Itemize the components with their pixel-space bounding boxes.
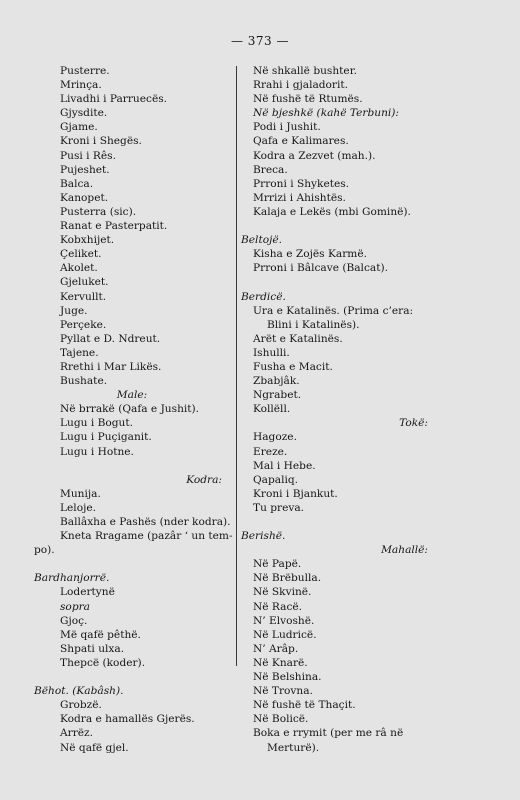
text-line: Berishë.	[241, 530, 286, 543]
text-line: Në Papë.	[253, 558, 302, 571]
text-line: Në Brëbulla.	[253, 572, 322, 585]
text-line: Munija.	[60, 487, 101, 500]
text-line: Bëhot. (Kabâsh).	[34, 685, 124, 698]
text-line: Në Skvinë.	[253, 586, 312, 599]
text-line: Mahallë:	[381, 544, 428, 557]
text-line: Kervullt.	[60, 290, 107, 303]
text-line: Podi i Jushit.	[253, 121, 321, 134]
text-line: Boka e rrymit (per me râ në	[253, 727, 404, 740]
text-line: Arrëz.	[60, 727, 93, 740]
text-line: Në shkallë bushter.	[253, 65, 357, 77]
text-line: Lodertynë	[60, 586, 115, 599]
text-line: Kodra e hamallës Gjerës.	[60, 713, 195, 726]
text-line: Në Racë.	[253, 600, 303, 613]
text-line: Pyllat e D. Ndreut.	[60, 332, 161, 345]
text-line: Në brrakë (Qafa e Jushit).	[60, 403, 200, 416]
text-line: Në Knarë.	[253, 656, 308, 669]
blank-line	[241, 275, 436, 289]
text-line: Kalaja e Lekës (mbi Gominë).	[253, 205, 411, 218]
text-line: Arët e Katalinës.	[253, 332, 343, 345]
text-line: Ishulli.	[253, 346, 290, 359]
text-line: Çeliket.	[60, 248, 102, 261]
text-line: Shpati ulxa.	[60, 642, 125, 655]
text-line: Lugu i Puçiganit.	[60, 431, 152, 444]
text-line: Berdicë.	[241, 290, 286, 303]
page-number: — 373 —	[230, 34, 290, 48]
text-line: Në fushë të Rtumës.	[253, 93, 363, 106]
text-line: Lugu i Hotne.	[60, 445, 134, 458]
text-line: Ballâxha e Pashës (nder kodra).	[60, 516, 231, 528]
text-line: sopra	[60, 600, 90, 613]
text-line: Grobzë.	[60, 699, 102, 712]
text-line: Ranat e Pasterpatit.	[60, 220, 168, 233]
text-line: Pusterra (sic).	[60, 205, 137, 218]
text-line: Zbabjâk.	[253, 375, 300, 388]
column-divider	[236, 66, 237, 666]
text-line: Në fushë të Thaçit.	[253, 699, 356, 712]
text-line: Më qafë pêthë.	[60, 628, 141, 641]
text-line: Lugu i Bogut.	[60, 417, 133, 430]
text-line: Thepcë (koder).	[60, 656, 146, 669]
text-line: Kneta Rragame (pazâr ‘ un tem-	[60, 530, 233, 543]
text-line: Tu preva.	[253, 501, 305, 514]
text-line: Hagoze.	[253, 431, 297, 444]
text-line: Livadhi i Parruecës.	[60, 93, 168, 106]
text-line: Bushate.	[60, 375, 108, 388]
text-line: Breca.	[253, 163, 288, 176]
text-line: Leloje.	[60, 501, 96, 514]
text-line: Mrrizi i Ahishtës.	[253, 191, 346, 204]
blank-line	[34, 557, 230, 571]
text-line: Tokë:	[399, 417, 428, 430]
text-line: Beltojë.	[241, 234, 282, 247]
text-line: Kroni i Shegës.	[60, 135, 142, 148]
text-line: Gjeluket.	[60, 276, 109, 289]
text-line: Tajene.	[60, 346, 99, 359]
text-line: Pujeshet.	[60, 163, 110, 176]
text-line: Në Ludricë.	[253, 628, 317, 641]
text-line: Pusterre.	[60, 65, 110, 77]
text-line: Akolet.	[60, 262, 98, 275]
right-column	[241, 64, 436, 755]
text-line: Në Trovna.	[253, 685, 313, 698]
blank-line	[241, 219, 436, 233]
text-line: Gjysdite.	[60, 107, 108, 120]
text-line: Kodra:	[186, 473, 222, 486]
text-line: Blini i Katalinës).	[267, 318, 360, 331]
left-column	[34, 64, 233, 755]
text-line: Kodra a Zezvet (mah.).	[253, 149, 376, 162]
text-line: Qapaliq.	[253, 473, 299, 486]
text-line: Rrahi i gjaladorit.	[253, 79, 349, 92]
text-line: Qafa e Kalimares.	[253, 135, 349, 148]
text-line: Kisha e Zojës Karmë.	[253, 248, 367, 261]
text-line: Merturë).	[267, 741, 320, 754]
blank-line	[34, 670, 230, 684]
text-line: Gjame.	[60, 121, 98, 134]
text-line: po).	[34, 544, 55, 557]
blank-line	[241, 515, 436, 529]
text-line: Ngrabet.	[253, 389, 302, 402]
text-line: Në bjeshkë (kahë Terbuni):	[253, 107, 399, 120]
text-line: Në qafë gjel.	[60, 741, 129, 754]
text-line: Prroni i Shyketes.	[253, 177, 350, 190]
text-line: N’ Elvoshë.	[253, 614, 315, 627]
text-line: Mal i Hebe.	[253, 459, 316, 472]
text-line: Kanopet.	[60, 191, 109, 204]
text-line: Kroni i Bjankut.	[253, 487, 338, 500]
text-line: Juge.	[60, 304, 88, 317]
text-line: Kobxhijet.	[60, 234, 115, 247]
text-line: Perçeke.	[60, 318, 107, 331]
text-line: Gjoç.	[60, 614, 88, 627]
text-line: Mrinça.	[60, 79, 102, 92]
blank-line	[34, 459, 230, 473]
text-line: Prroni i Bâlcave (Balcat).	[253, 262, 388, 275]
text-line: Male:	[116, 389, 148, 402]
text-line: Ereze.	[253, 445, 288, 458]
text-line: Rrethi i Mar Likës.	[60, 360, 162, 373]
text-line: Ura e Katalinës. (Prima c’era:	[253, 304, 414, 317]
text-line: Bardhanjorrë.	[34, 572, 110, 585]
text-line: N’ Arâp.	[253, 642, 299, 655]
text-line: Në Belshina.	[253, 671, 322, 684]
text-line: Pusi i Rês.	[60, 149, 116, 162]
text-line: Në Bolicë.	[253, 713, 309, 726]
text-line: Fusha e Macit.	[253, 360, 333, 373]
text-line: Kollëll.	[253, 403, 291, 416]
text-line: Balca.	[60, 177, 94, 190]
